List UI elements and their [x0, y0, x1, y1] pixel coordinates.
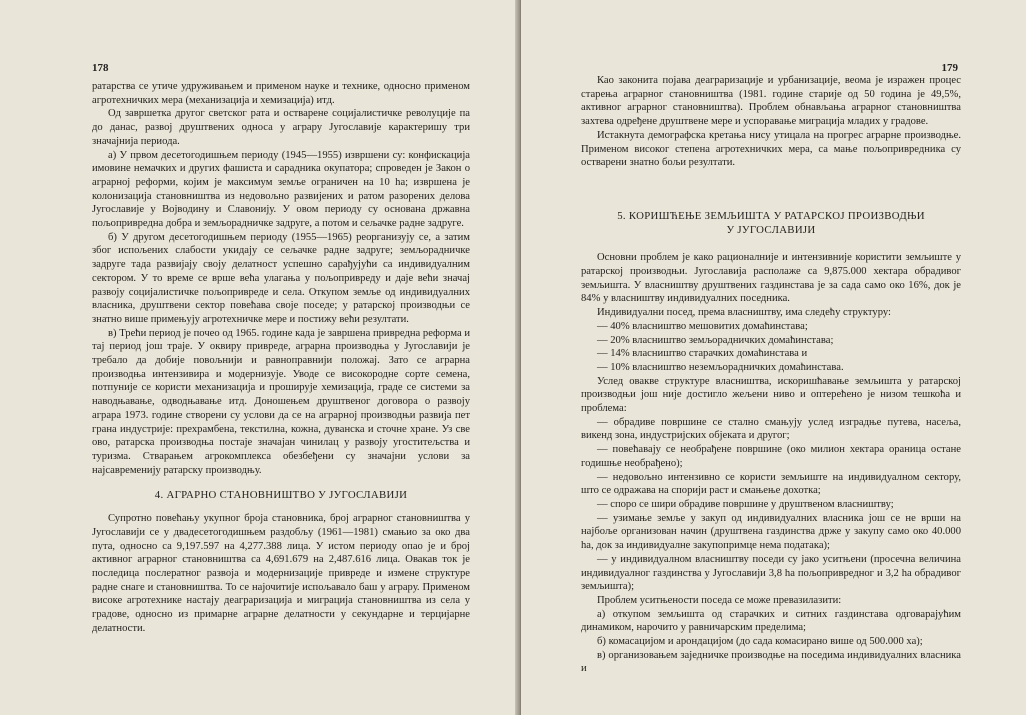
period-a-paragraph: а) У првом десетогодишњем периоду (1945—1955) извршени су: конфискација имовине немачких и других фашиста и сарадника окупатора; спроведен је Закон о аграрној реформи, којим је максимум земље ограничен на 10 ha; извршена је колонизација становништва из недовољно развијених и ратом разорених делова Југославије у Војводину и Славонију. У овом периоду су основана државна пољопривредна добра и земљорадничке задруге, а потом и сељачке радне задруге. [92, 149, 470, 230]
list-item: — споро се шири обрадиве површине у друштвеном власништву; [597, 498, 894, 510]
list-item: б) комасацијом и арондацијом (до сада комасирано више од 500.000 ха); [597, 636, 923, 648]
left-column [92, 80, 470, 635]
list-item: — обрадиве површине се стално смањују услед изградње путева, насеља, викенд зона, индустријских објеката и другог; [581, 416, 961, 442]
section-heading-line: 5. КОРИШЋЕЊЕ ЗЕМЉИШТА У РАТАРСКОЈ ПРОИЗВОДЊИ [617, 209, 925, 222]
paragraph: ратарства се утиче удруживањем и применом науке и технике, односно применом агротехничких мера (механизација и хемизација) итд. [92, 81, 470, 106]
list-item: — узимање земље у закуп од индивидуалних власника још се не врши на најбоље организован начин (друштвена газдинства држе у закупу само око 40.000 ha, док за индивидуалне закупопримце нема података); [581, 512, 961, 552]
paragraph: Основни проблем је како рационалније и интензивније користити земљиште у ратарској производњи. Југославија располаже са 9,875.000 хектара обрадивог земљишта. У власништву друштвених газдинстава је за сада само око 16%, док је 84% у власништву индивидуалних поседника. [581, 252, 961, 305]
page-number: 179 [941, 62, 958, 74]
period-b-paragraph: б) У другом десетогодишњем периоду (1955—1965) реорганизују се, а затим због испољених слабости укидају се сељачке радне задруге; земљорадничке задруге тада развијају своју делатност успешно сарађујући са индивидуалним сектором. У то време се врше већа улагања у пољопривреду и даје већи значај развоју социјалистичке пољопривреде и села. Откупом земље од индивидуалних власника, друштвени сектор повећава своје поседе; у ратарској производњи се знатно више примењују агротехничке мере и постижу већи резултати. [92, 231, 470, 325]
paragraph: Као законита појава деаграризације и урбанизације, веома је изражен процес старења аграрног становништва (1981. године старије од 50 година је 49,5%, активног аграрног становништва). Проблем обнављања аграрног становништва захтева одређене друштвене мере и успоравање миграција младих у градове. [581, 75, 961, 128]
right-column [581, 74, 961, 676]
paragraph: Од завршетка другог светског рата и остварене социјалистичке револуције па до данас, развој друштвених односа у аграру Југославије карактеришу три значајнија периода. [92, 108, 470, 147]
list-item: в) организовањем заједничке производње на поседима индивидуалних власника и [581, 649, 961, 675]
section-heading-line: У ЈУГОСЛАВИЈИ [726, 223, 816, 236]
page-number: 178 [92, 62, 109, 74]
paragraph: Услед овакве структуре власништва, искоришћавање земљишта у ратарској производњи још није достигло жељени ниво и оптерећено је низом тешкоћа и проблема: [581, 375, 961, 415]
list-item: — недовољно интензивно се користи земљиште на индивидуалном сектору, што се одражава на спорији раст и смањење дохотка; [581, 471, 961, 497]
list-item: — 20% власништво земљорадничких домаћинстава; [597, 334, 834, 346]
right-page [521, 0, 1026, 715]
section-heading [581, 210, 961, 237]
list-item: — повећавају се необрађене површине (око милион хектара ораница остане годишње необрађено); [581, 444, 961, 469]
paragraph: Проблем уситњености поседа се може превазилазити: [597, 594, 842, 606]
list-item: а) откупом земљишта од старачких и ситних газдинстава одговарајућим динамиком, нарочито у равничарским пределима; [581, 608, 961, 634]
paragraph: Истакнута демографска кретања нису утицала на прогрес аграрне производње. Применом високог степена агротехничких мера, са мање пољопривредника су остварени знатно бољи резултати. [581, 129, 961, 169]
list-item: — 10% власништво неземљорадничких домаћинстава. [597, 361, 844, 373]
section-heading: 4. АГРАРНО СТАНОВНИШТВО У ЈУГОСЛАВИЈИ [154, 489, 408, 502]
period-v-paragraph: в) Трећи период је почео од 1965. године када је завршена привредна реформа и тај период још траје. У оквиру привреде, аграрна производња у Југославији је требало да добије повољнији и равноправнији положај. Зато се аграрна производња интензивира и модернизује. Уводе се високородне сорте семена, потпуније се користи механизација и проширује хемизација, граде се системи за наводњавање, одводњавање итд. Доношењем друштвеног договора о развоју аграра 1973. године створени су услови да се на аграрној производњи развија пет грана индустрије: прехрамбена, текстилна, кожна, дуванска и сточне хране. Уз све ово, ратарска производња постаје значајан чинилац у развоју угоститељства и туризма. Стварањем агрокомплекса обезбеђени су значајни услови за најсавременију ратарску производњу. [92, 327, 470, 476]
list-item: — 14% власништво старачких домаћинстава и [597, 348, 808, 360]
paragraph: Индивидуални посед, према власништву, има следећу структуру: [597, 307, 891, 319]
paragraph: Супротно повећању укупног броја становника, број аграрног становништва у Југославији се у двадесетогодишњем раздобљу (1961—1981) смањио за око два пута, односно са 9,197.597 на 4,277.388 лица. У истом периоду опао је и број активног аграрног становништва са 4,691.679 на 2,487.616 лица. Овакав ток је последица послератног развоја и модернизације привреде и измене структуре радне снаге и становништва. То се најочитије испољавало баш у аграру. Применом високе агротехнике настају деаграризација и миграција становништва из села у градове, односно из примарне аграрне делатности у секундарне и терцијарне делатности. [92, 513, 470, 634]
list-item: — 40% власништво мешовитих домаћинстава; [597, 320, 808, 332]
list-item: — у индивидуалном власништву поседи су јако уситњени (просечна величина индивидуалног газдинства у Југославији 3,8 ha пољопривредног и 3,2 ha обрадивог земљишта); [581, 553, 961, 593]
